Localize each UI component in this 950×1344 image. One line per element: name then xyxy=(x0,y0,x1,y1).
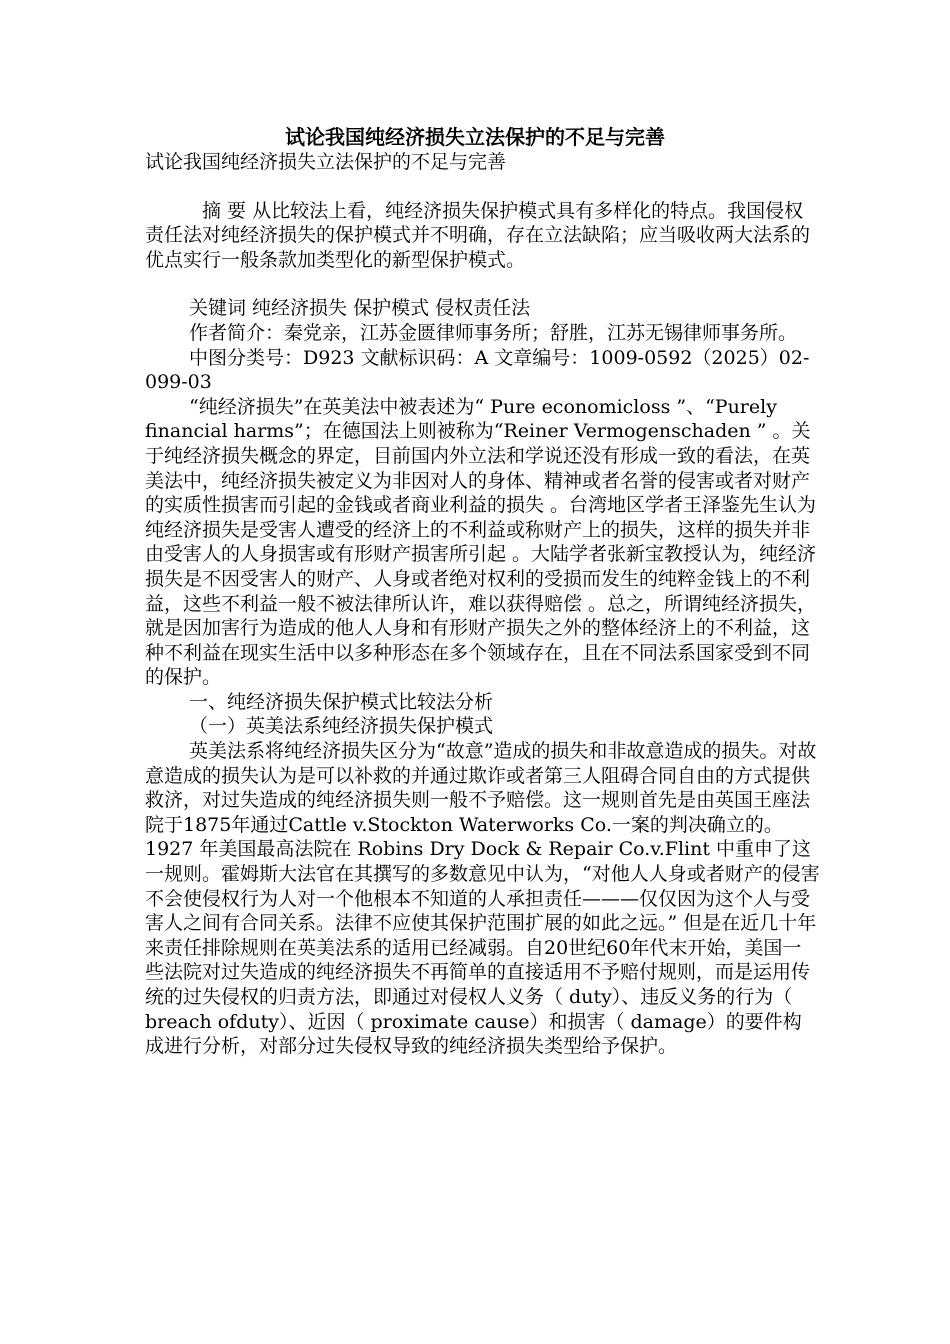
document-body xyxy=(145,150,820,1059)
keywords-line: 关键词 纯经济损失 保护模式 侵权责任法 xyxy=(189,297,531,320)
author-info: 作者简介：秦党亲，江苏金匮律师事务所；舒胜，江苏无锡律师事务所。 xyxy=(189,321,798,344)
section-heading: 一、纯经济损失保护模式比较法分析 xyxy=(189,690,494,713)
abstract-paragraph: 摘 要 从比较法上看，纯经济损失保护模式具有多样化的特点。我国侵权责任法对纯经济损失的保护模式并不明确，存在立法缺陷；应当吸收两大法系的优点实行一般条款加类型化的新型保护模式。 xyxy=(145,199,811,271)
document-subtitle: 试论我国纯经济损失立法保护的不足与完善 xyxy=(145,151,507,173)
classification-info: 中图分类号：D923 文献标识码：A 文章编号：1009-0592（2025）02-099-03 xyxy=(145,346,810,394)
body-paragraph: 英美法系将纯经济损失区分为“故意”造成的损失和非故意造成的损失。对故意造成的损失认为是可以补救的并通过欺诈或者第三人阻碍合同自由的方式提供救济，对过失造成的纯经济损失则一般不予赔偿。这一规则首先是由英国王座法院于1875年通过Cattle v.Stockton Waterworks Co.一案的判决确立的。1927 年美国最高法院在 Robins Dry Dock & Repair Co.v.Flint 中重申了这一规则。霍姆斯大法官在其撰写的多数意见中认为，“对他人人身或者财产的侵害不会使侵权行为人对一个他根本不知道的人承担责任———仅仅因为这个人与受害人之间有合同关系。法律不应使其保护范围扩展的如此之远。” 但是在近几十年来责任排除规则在英美法系的适用已经减弱。自20世纪60年代末开始，美国一些法院对过失造成的纯经济损失不再简单的直接适用不予赔付规则，而是运用传统的过失侵权的归责方法，即通过对侵权人义务（ duty）、违反义务的行为（ breach ofduty）、近因（ proximate cause）和损害（ damage）的要件构成进行分析，对部分过失侵权导致的纯经济损失类型给予保护。 xyxy=(145,740,820,1058)
subsection-heading: （一）英美法系纯经济损失保护模式 xyxy=(189,715,494,738)
document-title: 试论我国纯经济损失立法保护的不足与完善 xyxy=(285,125,665,149)
spacer xyxy=(145,272,820,296)
spacer xyxy=(145,175,820,199)
body-paragraph: “纯经济损失”在英美法中被表述为“ Pure economicloss ”、“Purely financial harms”；在德国法上则被称为“Reiner Vermogenschaden ” 。关于纯经济损失概念的界定，目前国内外立法和学说还没有形成一致的看法，在英美法中，纯经济损失被定义为非因对人的身体、精神或者名誉的侵害或者对财产的实质性损害而引起的金钱或者商业利益的损失 。台湾地区学者王泽鉴先生认为纯经济损失是受害人遭受的经济上的不利益或称财产上的损失，这样的损失并非由受害人的人身损害或有形财产损害所引起 。大陆学者张新宝教授认为，纯经济损失是不因受害人的财产、人身或者绝对权利的受损而发生的纯粹金钱上的不利益，这些不利益一般不被法律所认许，难以获得赔偿 。总之，所谓纯经济损失，就是因加害行为造成的他人人身和有形财产损失之外的整体经济上的不利益，这种不利益在现实生活中以多种形态在多个领域存在，且在不同法系国家受到不同的保护。 xyxy=(145,395,817,689)
